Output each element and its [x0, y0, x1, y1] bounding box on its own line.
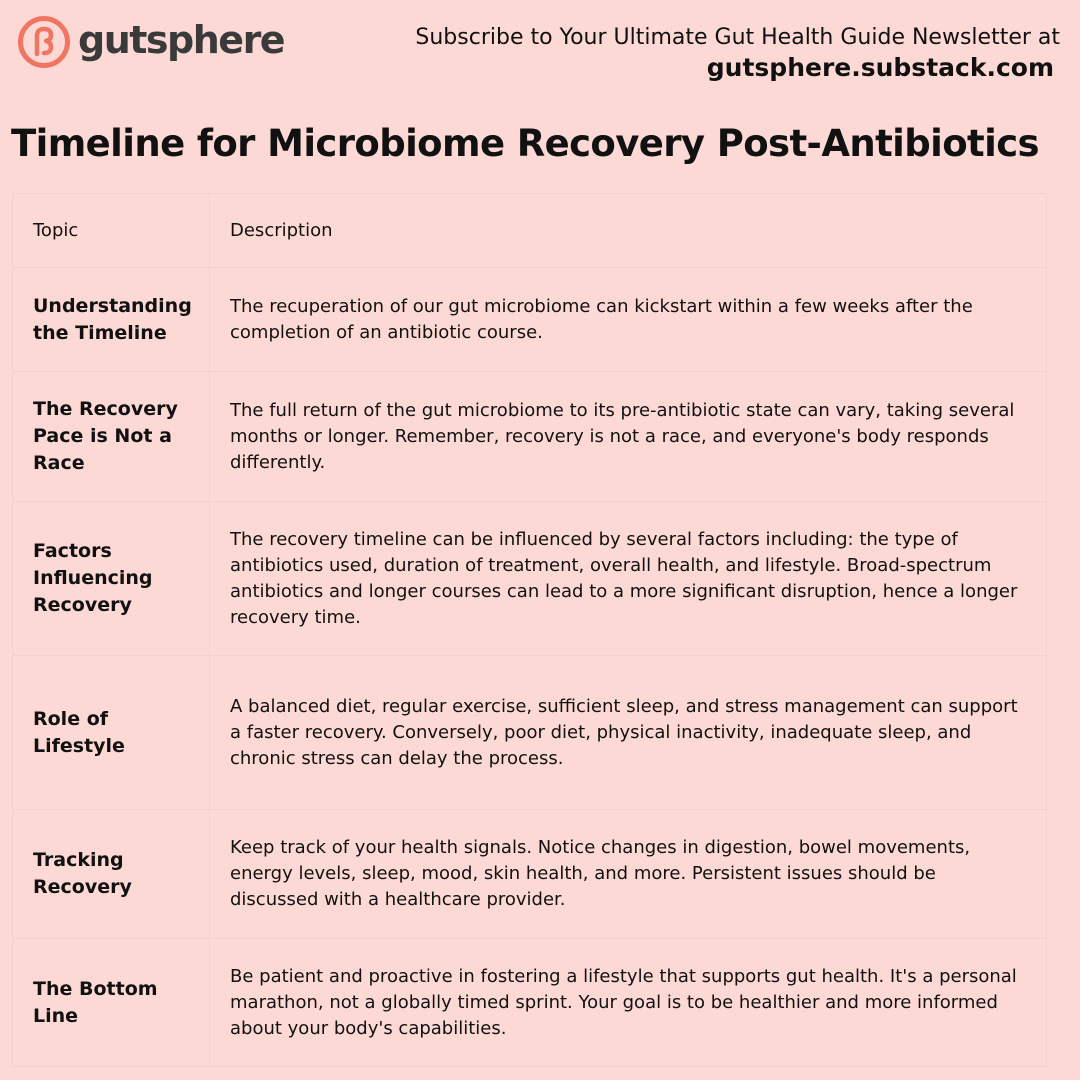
row-description: Keep track of your health signals. Notice changes in digestion, bowel movements, energy levels, sleep, mood, skin health, and more. Persistent issues should be discussed with a healthcare provider.	[210, 810, 1047, 939]
row-topic: The Recovery Pace is Not a Race	[13, 372, 210, 502]
brand-name: gutsphere	[78, 18, 285, 62]
table-row	[13, 372, 1047, 502]
row-topic: Role of Lifestyle	[13, 656, 210, 810]
row-description: The recuperation of our gut microbiome can kickstart within a few weeks after the completion of an antibiotic course.	[210, 268, 1047, 372]
row-description: A balanced diet, regular exercise, sufficient sleep, and stress management can support a faster recovery. Conversely, poor diet, physical inactivity, inadequate sleep, and chronic stress can delay the process.	[210, 656, 1047, 810]
column-header-description: Description	[210, 194, 1047, 268]
row-topic: The Bottom Line	[13, 939, 210, 1067]
table-row	[13, 810, 1047, 939]
logo[interactable]	[16, 14, 284, 70]
row-topic: Factors Influencing Recovery	[13, 502, 210, 656]
header	[0, 0, 1080, 100]
page-title: Timeline for Microbiome Recovery Post-Antibiotics	[11, 122, 1039, 165]
row-description: The full return of the gut microbiome to its pre-antibiotic state can vary, taking several months or longer. Remember, recovery is not a race, and everyone's body responds differently.	[210, 372, 1047, 502]
column-header-topic: Topic	[13, 194, 210, 268]
gutsphere-logo-icon	[16, 14, 72, 70]
row-topic: Understanding the Timeline	[13, 268, 210, 372]
subscribe-text: Subscribe to Your Ultimate Gut Health Guide Newsletter at	[415, 25, 1060, 50]
table-row	[13, 656, 1047, 810]
row-description: The recovery timeline can be influenced by several factors including: the type of antibiotics used, duration of treatment, overall health, and lifestyle. Broad-spectrum antibiotics and longer courses can lead to a more significant disruption, hence a longer recovery time.	[210, 502, 1047, 656]
table-row	[13, 939, 1047, 1067]
row-topic: Tracking Recovery	[13, 810, 210, 939]
row-description: Be patient and proactive in fostering a lifestyle that supports gut health. It's a personal marathon, not a globally timed sprint. Your goal is to be healthier and more informed about your body's capabilities.	[210, 939, 1047, 1067]
table-header-row	[13, 194, 1047, 268]
subscribe-link[interactable]: gutsphere.substack.com	[706, 53, 1054, 82]
subscribe-block	[415, 24, 1060, 84]
table-row	[13, 268, 1047, 372]
recovery-table	[12, 193, 1047, 1067]
table-row	[13, 502, 1047, 656]
